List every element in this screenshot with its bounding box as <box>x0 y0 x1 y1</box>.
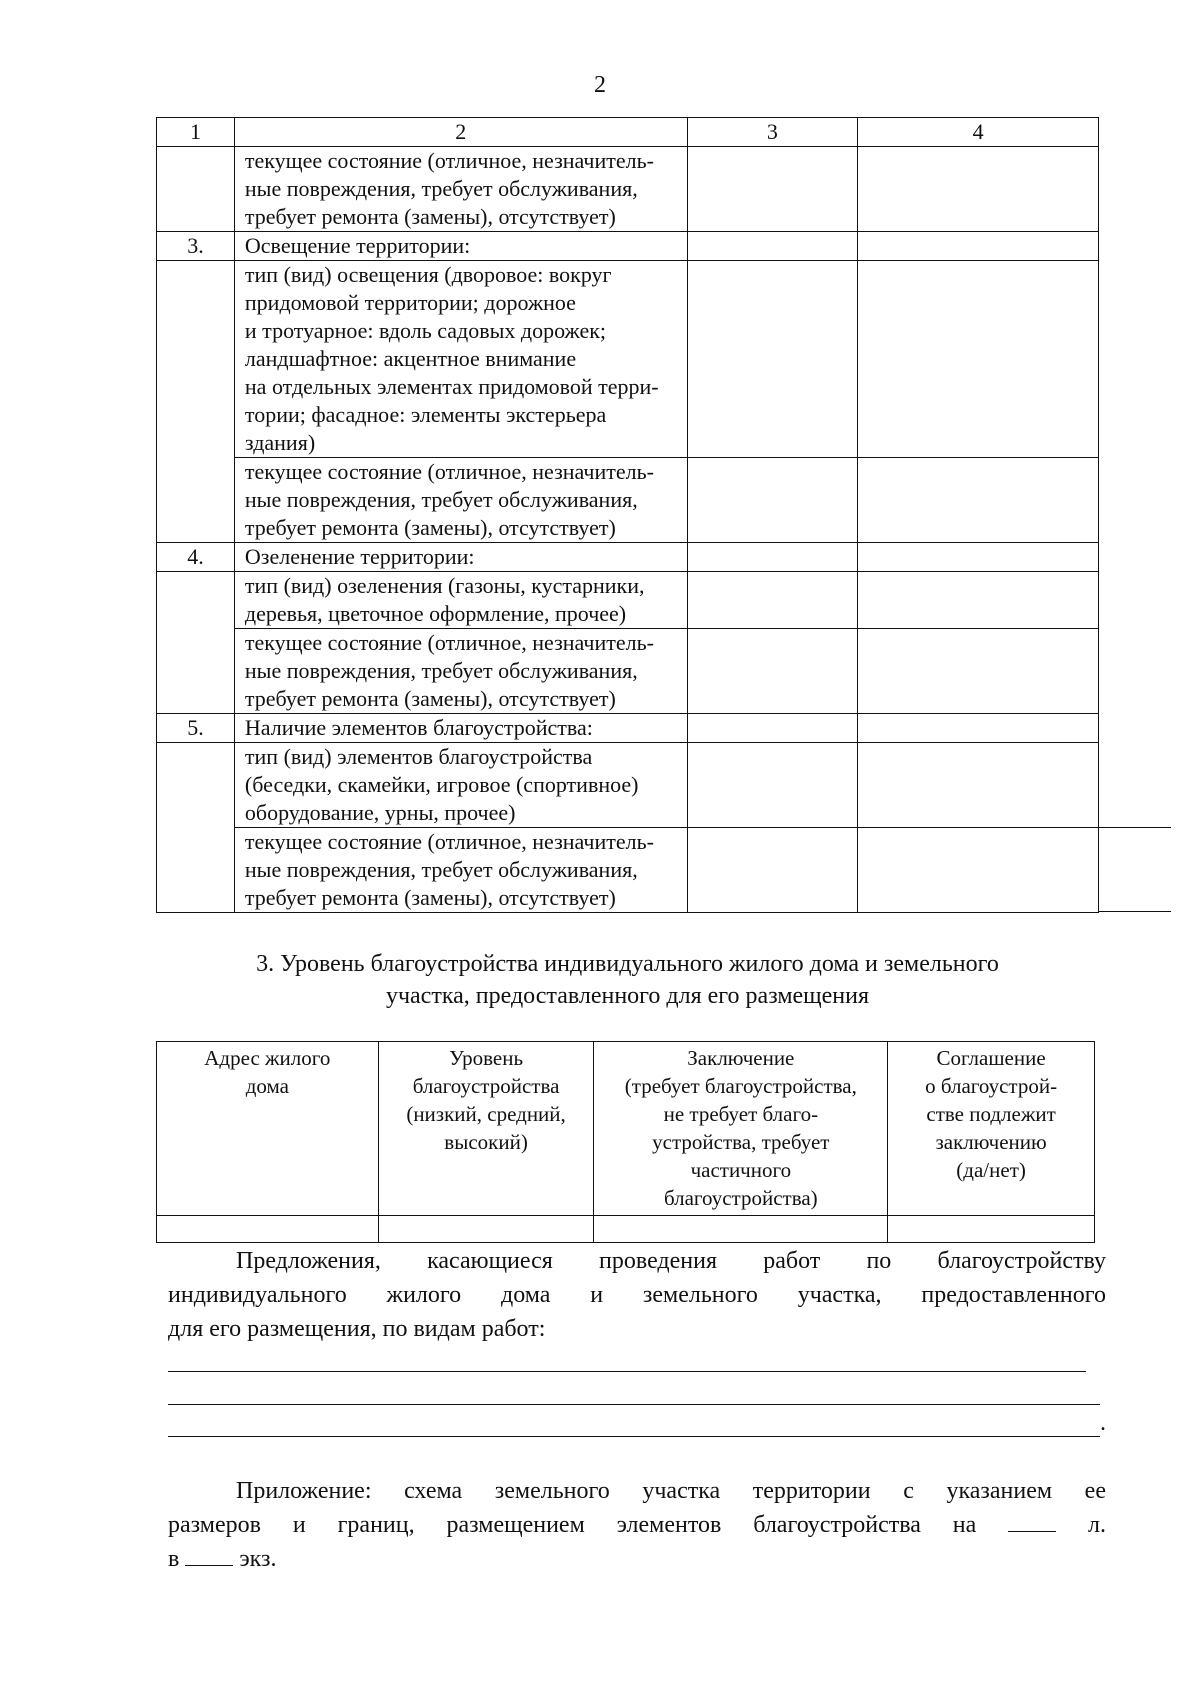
row-text: тип (вид) освещения (дворовое: вокруг придомовой территории; дорожное и тротуарное: вдоль садовых дорожек; ландшафтное: акцентное внимание на отдельных элементах придомовой терри- тории; фасадное: элементы экстерьера здания) <box>234 261 687 458</box>
table-header-row <box>157 1042 1095 1216</box>
value-cell <box>858 147 1099 232</box>
row-number <box>157 458 235 543</box>
value-cell <box>687 147 858 232</box>
agreement-cell[interactable] <box>888 1216 1095 1243</box>
value-cell <box>687 458 858 543</box>
column-header: 3 <box>687 118 858 147</box>
value-cell <box>687 572 858 629</box>
table-row <box>157 743 1099 828</box>
row-text: Наличие элементов благоустройства: <box>234 714 687 743</box>
row-number <box>157 572 235 629</box>
appendix-line <box>168 1508 1106 1542</box>
row-number <box>157 629 235 714</box>
row-number: 3. <box>157 232 235 261</box>
value-cell <box>858 828 1099 913</box>
value-cell <box>858 261 1099 458</box>
value-cell <box>687 232 858 261</box>
proposals-line: для его размещения, по видам работ: <box>168 1316 546 1342</box>
page-number: 2 <box>594 72 606 98</box>
row-number <box>157 147 235 232</box>
table-header-row <box>157 118 1099 147</box>
column-header: Адрес жилого дома <box>157 1042 379 1216</box>
value-cell <box>858 543 1099 572</box>
appendix-line: Приложение: схема земельного участка территории с указанием ее <box>236 1478 1106 1504</box>
table-row <box>157 458 1099 543</box>
proposal-blank-line[interactable] <box>168 1371 1086 1372</box>
table-row <box>157 572 1099 629</box>
table-row <box>157 261 1099 458</box>
table-row <box>157 629 1099 714</box>
value-cell <box>687 743 858 828</box>
table-row <box>157 1216 1095 1243</box>
table-row <box>157 828 1099 913</box>
table-row <box>157 232 1099 261</box>
proposals-line: индивидуального жилого дома и земельного участка, предоставленного <box>168 1282 1106 1308</box>
table-edge-line <box>1099 911 1171 912</box>
proposals-line: Предложения, касающиеся проведения работ по благоустройству <box>236 1248 1106 1274</box>
value-cell <box>687 629 858 714</box>
proposal-blank-line[interactable] <box>168 1436 1100 1437</box>
row-number <box>157 828 235 913</box>
appendix-line <box>168 1542 1106 1576</box>
survey-table <box>156 117 1099 913</box>
value-cell <box>858 629 1099 714</box>
appendix-text: в <box>168 1546 180 1572</box>
table-row <box>157 543 1099 572</box>
value-cell <box>858 572 1099 629</box>
value-cell <box>858 458 1099 543</box>
appendix-text: л. <box>1088 1512 1107 1538</box>
row-text: текущее состояние (отличное, незначитель- ные повреждения, требует обслуживания, требует ремонта (замены), отсутствует) <box>234 629 687 714</box>
table-edge-line <box>1099 827 1171 828</box>
column-header: 4 <box>858 118 1099 147</box>
proposal-blank-line[interactable] <box>168 1404 1100 1405</box>
section-heading: 3. Уровень благоустройства индивидуального жилого дома и земельного участка, предоставленного для его размещения <box>256 951 999 1009</box>
row-number <box>157 261 235 458</box>
appendix-paragraph <box>168 1474 1106 1576</box>
end-dot: . <box>1100 1410 1106 1436</box>
column-header: Заключение (требует благоустройства, не требует благо- устройства, требует частичного благоустройства) <box>594 1042 888 1216</box>
row-text: текущее состояние (отличное, незначитель- ные повреждения, требует обслуживания, требует ремонта (замены), отсутствует) <box>234 828 687 913</box>
level-cell[interactable] <box>378 1216 594 1243</box>
table-row <box>157 147 1099 232</box>
column-header: 2 <box>234 118 687 147</box>
value-cell <box>858 232 1099 261</box>
row-text: тип (вид) элементов благоустройства (беседки, скамейки, игровое (спортивное) оборудование, урны, прочее) <box>234 743 687 828</box>
table-row <box>157 714 1099 743</box>
value-cell <box>687 714 858 743</box>
value-cell <box>858 743 1099 828</box>
row-text: Озеленение территории: <box>234 543 687 572</box>
row-text: тип (вид) озеленения (газоны, кустарники, деревья, цветочное оформление, прочее) <box>234 572 687 629</box>
row-text: Освещение территории: <box>234 232 687 261</box>
proposals-paragraph <box>168 1244 1106 1346</box>
row-text: текущее состояние (отличное, незначитель- ные повреждения, требует обслуживания, требует ремонта (замены), отсутствует) <box>234 147 687 232</box>
row-text: текущее состояние (отличное, незначитель- ные повреждения, требует обслуживания, требует ремонта (замены), отсутствует) <box>234 458 687 543</box>
conclusion-cell[interactable] <box>594 1216 888 1243</box>
row-number: 4. <box>157 543 235 572</box>
row-number: 5. <box>157 714 235 743</box>
appendix-text: размеров и границ, размещением элементов благоустройства на <box>168 1512 977 1538</box>
value-cell <box>858 714 1099 743</box>
value-cell <box>687 261 858 458</box>
sheets-count-blank[interactable] <box>1008 1509 1056 1532</box>
column-header: 1 <box>157 118 235 147</box>
address-cell[interactable] <box>157 1216 379 1243</box>
value-cell <box>687 543 858 572</box>
value-cell <box>687 828 858 913</box>
row-number <box>157 743 235 828</box>
appendix-text: экз. <box>239 1546 277 1572</box>
column-header: Уровень благоустройства (низкий, средний, высокий) <box>378 1042 594 1216</box>
assessment-table <box>156 1041 1095 1243</box>
column-header: Соглашение о благоустрой- стве подлежит заключению (да/нет) <box>888 1042 1095 1216</box>
copies-count-blank[interactable] <box>185 1543 233 1566</box>
